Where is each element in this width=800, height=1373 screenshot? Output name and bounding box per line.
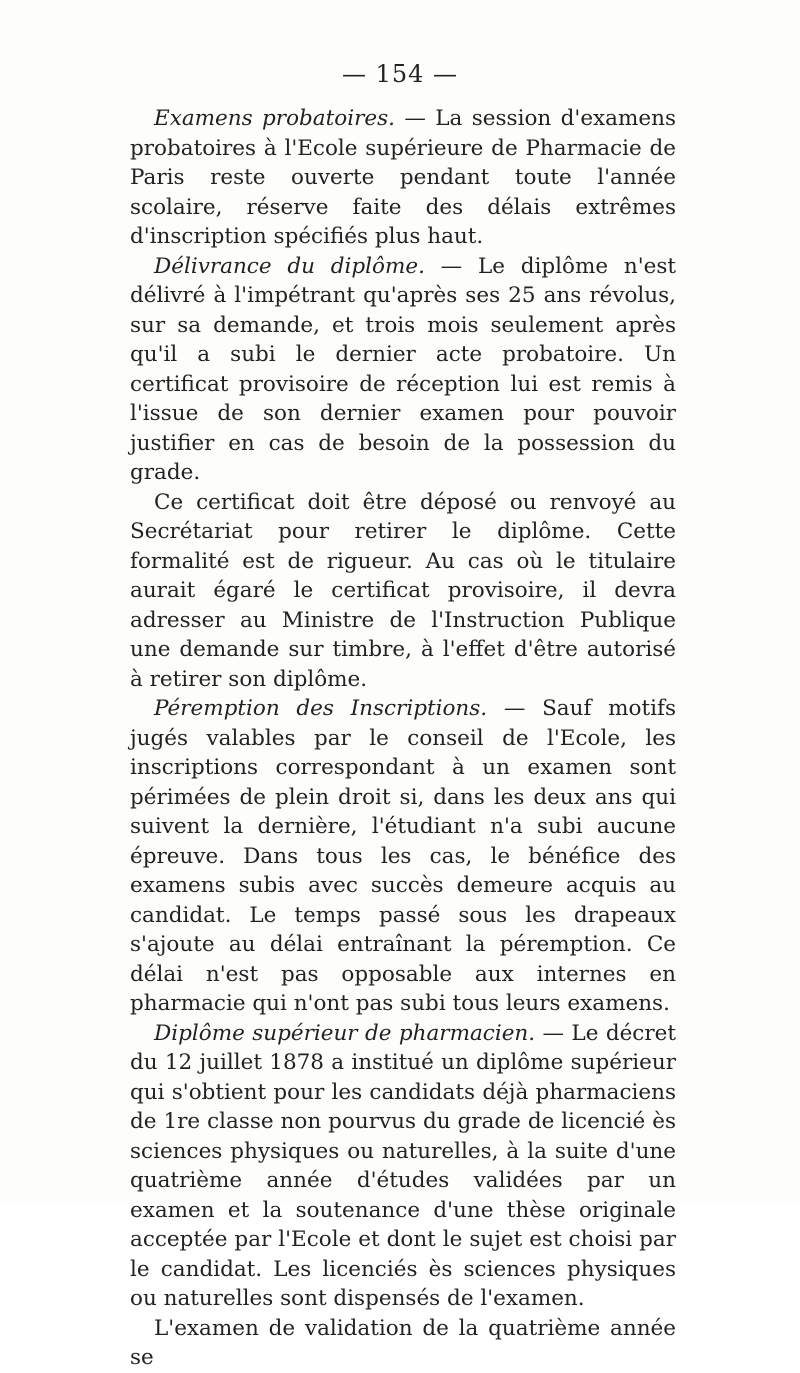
paragraph-heading: Examens probatoires. [154, 106, 395, 131]
paragraph-text: — Sauf motifs jugés valables par le conseil de l'Ecole, les inscriptions correspondant à un examen sont périmées de plein droit si, dans les deux ans qui suivent la dernière, l'étudiant n'a subi aucune épreuve. Dans tous les cas, le bénéfice des examens subis avec succès demeure acquis au candidat. Le temps passé sous les drapeaux s'ajoute au délai entraînant la péremption. Ce délai n'est pas opposable aux internes en pharmacie qui n'ont pas subi tous leurs examens. [130, 696, 676, 1016]
page-body [130, 104, 676, 1373]
paragraph-certificat [130, 488, 676, 695]
paragraph-heading: Délivrance du diplôme. [154, 253, 425, 279]
paragraph-text: — La session d'examens probatoires à l'Ecole supérieure de Pharmacie de Paris reste ouverte pendant toute l'année scolaire, réserve faite des délais extrêmes d'inscription spécifiés plus haut. [130, 106, 676, 249]
paragraph-heading: Diplôme supérieur de pharmacien. [154, 1020, 536, 1046]
paragraph-peremption-inscriptions [130, 694, 676, 1019]
paragraph-examen-validation [130, 1314, 676, 1373]
paragraph-examens-probatoires [130, 104, 676, 252]
paragraph-text: — Le diplôme n'est délivré à l'impétrant qu'après ses 25 ans révolus, sur sa demande, et trois mois seulement après qu'il a subi le dernier acte probatoire. Un certificat provisoire de réception lui est remis à l'issue de son dernier examen pour pouvoir justifier en cas de besoin de la possession du grade. [130, 253, 677, 485]
page-number: — 154 — [341, 60, 459, 88]
paragraph-text: L'examen de validation de la quatrième année se [130, 1315, 676, 1370]
paragraph-text: — Le décret du 12 juillet 1878 a institué un diplôme supérieur qui s'obtient pour les candidats déjà pharmaciens de 1re classe non pourvus du grade de licencié ès sciences physiques ou naturelles, à la suite d'une quatrième année d'études validées par un examen et la soutenance d'une thèse originale acceptée par l'Ecole et dont le sujet est choisi par le candidat. Les licenciés ès sciences physiques ou naturelles sont dispensés de l'examen. [130, 1020, 676, 1311]
paragraph-text: Ce certificat doit être déposé ou renvoyé au Secrétariat pour retirer le diplôme. Cette formalité est de rigueur. Au cas où le titulaire aurait égaré le certificat provisoire, il devra adresser au Ministre de l'Instruction Publique une demande sur timbre, à l'effet d'être autorisé à retirer son diplôme. [130, 489, 676, 692]
paragraph-delivrance-diplome [130, 252, 676, 488]
paragraph-heading: Péremption des Inscriptions. [154, 696, 488, 721]
paragraph-diplome-superieur [130, 1019, 676, 1314]
